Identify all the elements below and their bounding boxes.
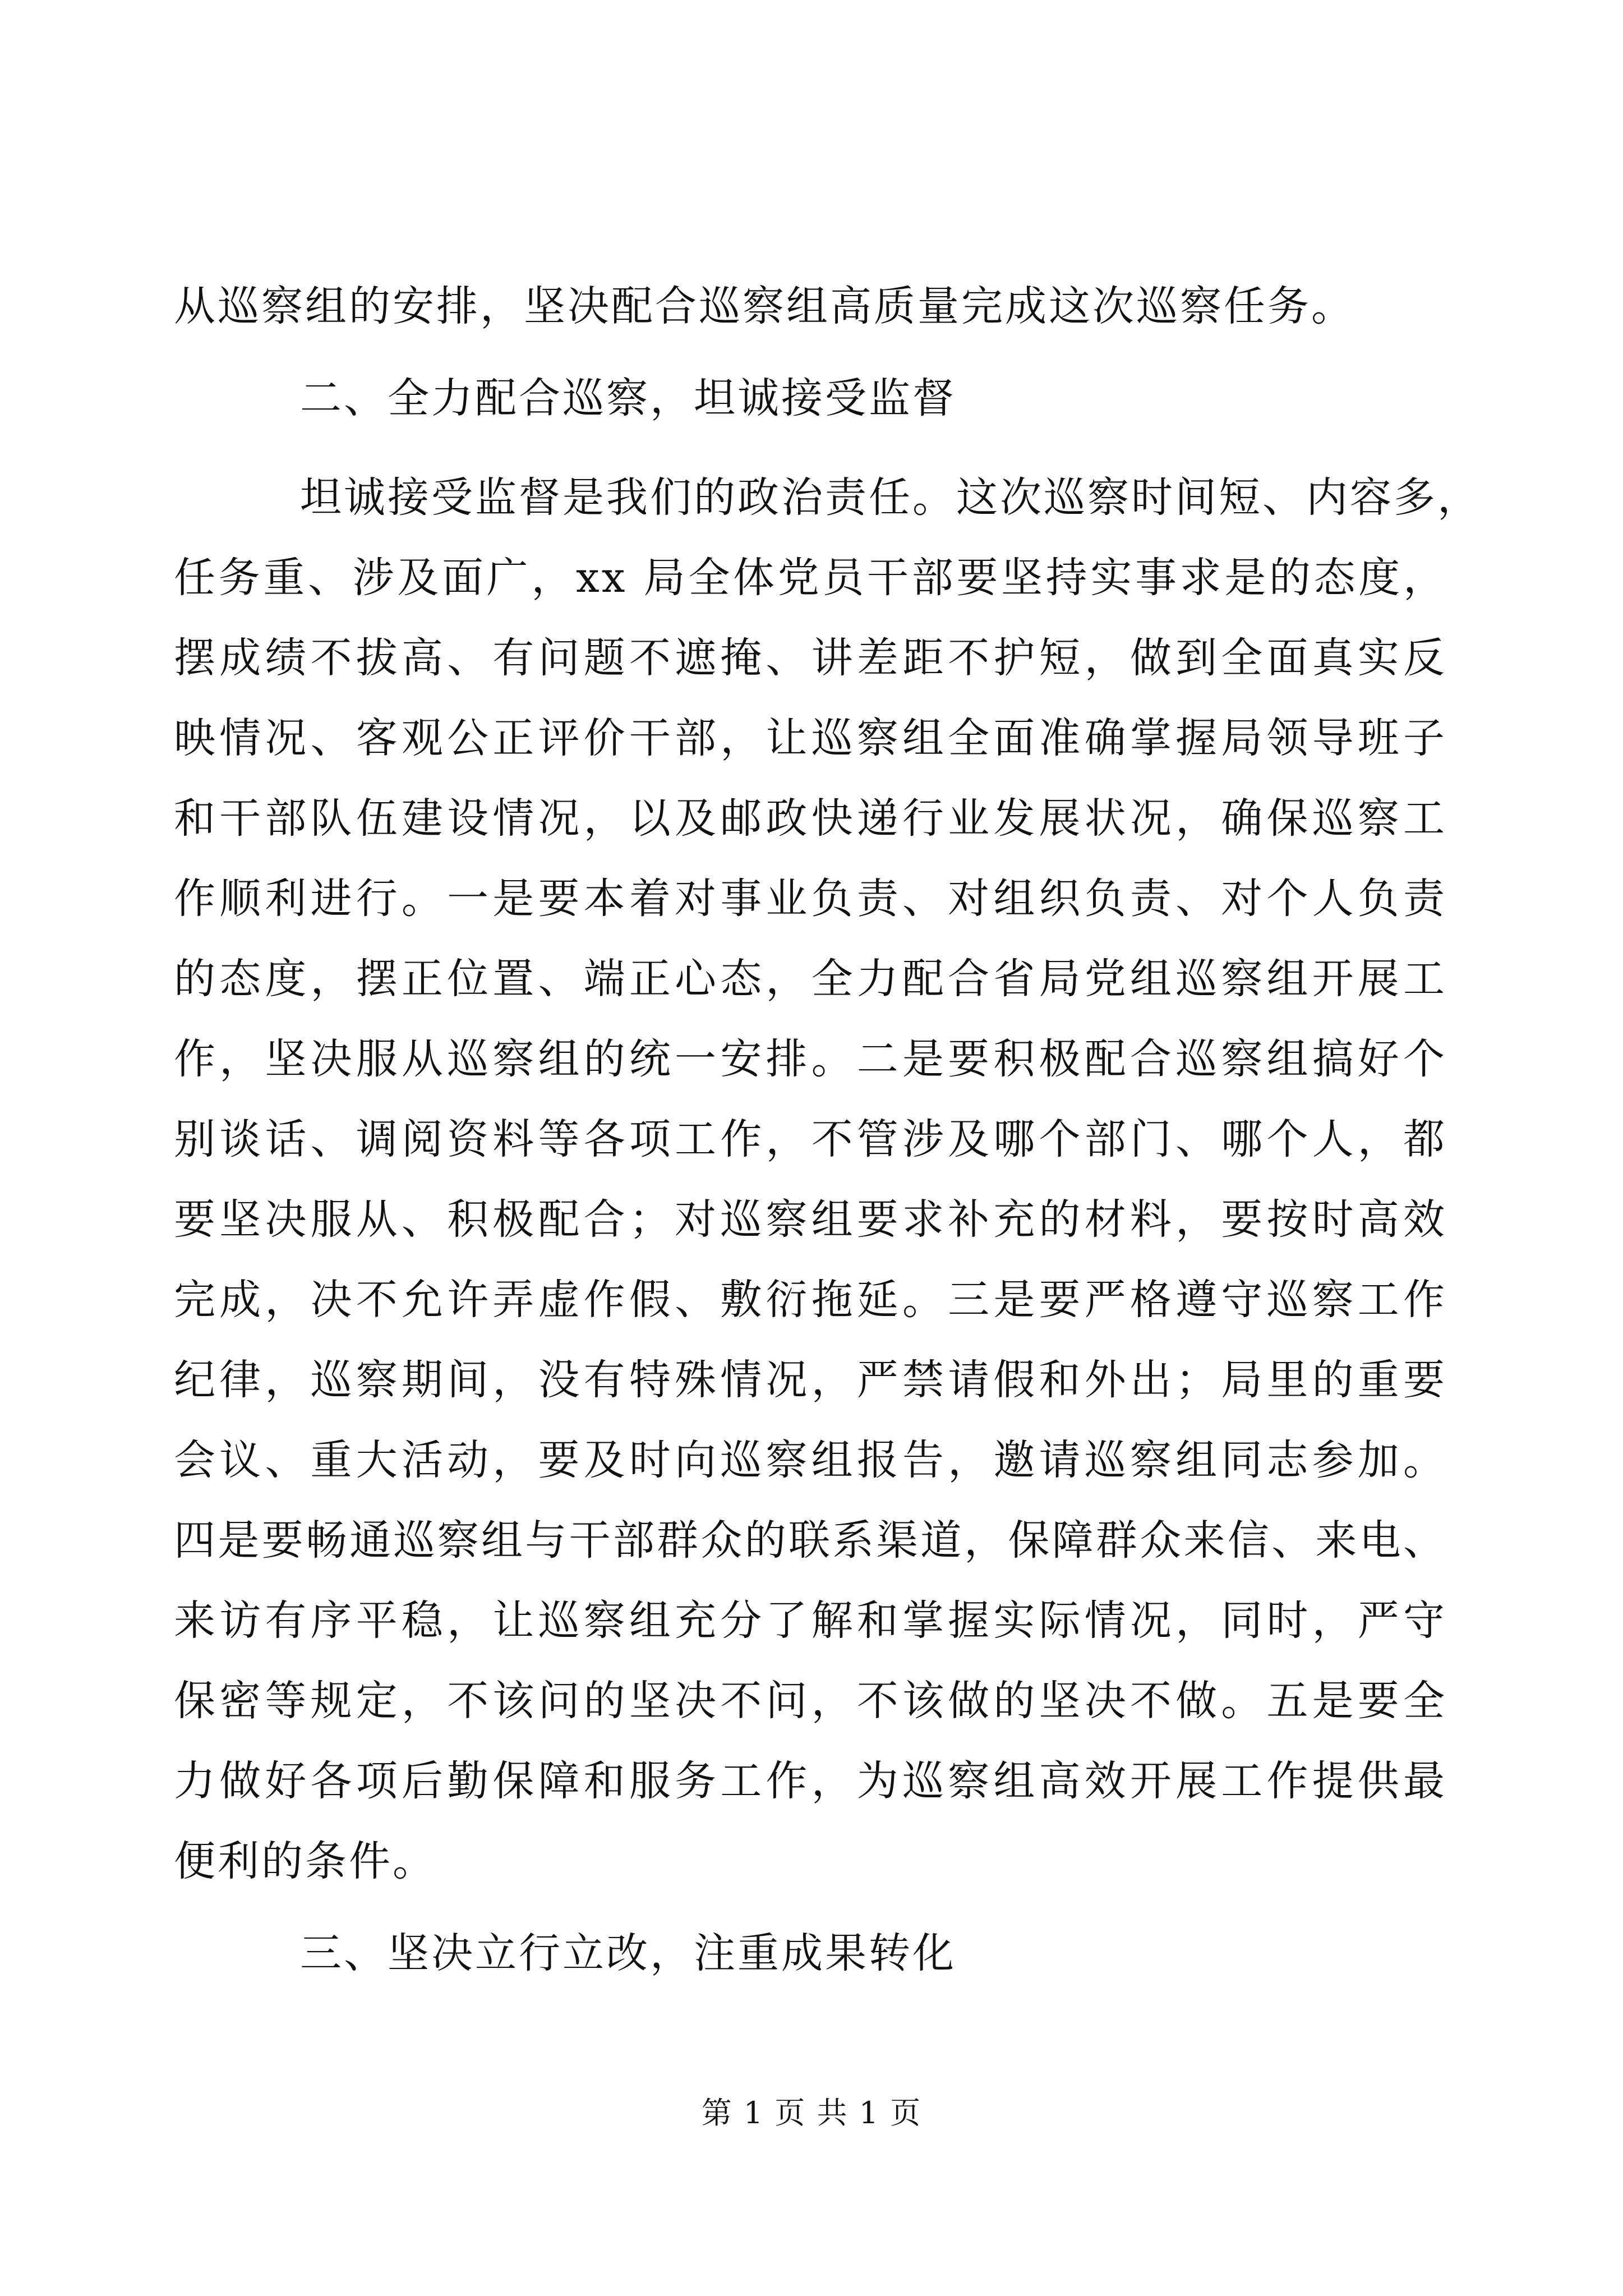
section-heading: 三、坚决立行立改，注重成果转化 (300, 1929, 956, 1977)
body-line: 作顺利进行。一是要本着对事业负责、对组织负责、对个人负责 (174, 875, 1447, 923)
paragraph-first-line: 坦诚接受监督是我们的政治责任。这次巡察时间短、内容多， (300, 473, 1481, 522)
body-line: 从巡察组的安排，坚决配合巡察组高质量完成这次巡察任务。 (174, 282, 1355, 330)
body-line: 来访有序平稳，让巡察组充分了解和掌握实际情况，同时，严守 (174, 1596, 1447, 1645)
body-line: 作，坚决服从巡察组的统一安排。二是要积极配合巡察组搞好个 (174, 1035, 1447, 1083)
body-line: 别谈话、调阅资料等各项工作，不管涉及哪个部门、哪个人，都 (174, 1115, 1447, 1163)
body-line: 保密等规定，不该问的坚决不问，不该做的坚决不做。五是要全 (174, 1677, 1447, 1725)
body-line: 纪律，巡察期间，没有特殊情况，严禁请假和外出；局里的重要 (174, 1356, 1447, 1404)
body-line: 任务重、涉及面广，xx 局全体党员干部要坚持实事求是的态度， (174, 554, 1447, 602)
section-heading: 二、全力配合巡察，坦诚接受监督 (300, 374, 956, 422)
body-line: 的态度，摆正位置、端正心态，全力配合省局党组巡察组开展工 (174, 955, 1447, 1003)
body-line: 力做好各项后勤保障和服务工作，为巡察组高效开展工作提供最 (174, 1757, 1447, 1805)
body-line: 和干部队伍建设情况，以及邮政快递行业发展状况，确保巡察工 (174, 794, 1447, 843)
body-line: 摆成绩不拔高、有问题不遮掩、讲差距不护短，做到全面真实反 (174, 634, 1447, 682)
body-line: 四是要畅通巡察组与干部群众的联系渠道，保障群众来信、来电、 (174, 1516, 1447, 1565)
body-line: 要坚决服从、积极配合；对巡察组要求补充的材料，要按时高效 (174, 1195, 1447, 1244)
paragraph-last-line: 便利的条件。 (174, 1837, 436, 1885)
body-line: 会议、重大活动，要及时向巡察组报告，邀请巡察组同志参加。 (174, 1436, 1447, 1484)
page-footer: 第 1 页 共 1 页 (701, 2095, 922, 2131)
body-line: 完成，决不允许弄虚作假、敷衍拖延。三是要严格遵守巡察工作 (174, 1276, 1447, 1324)
body-line: 映情况、客观公正评价干部，让巡察组全面准确掌握局领导班子 (174, 714, 1447, 762)
